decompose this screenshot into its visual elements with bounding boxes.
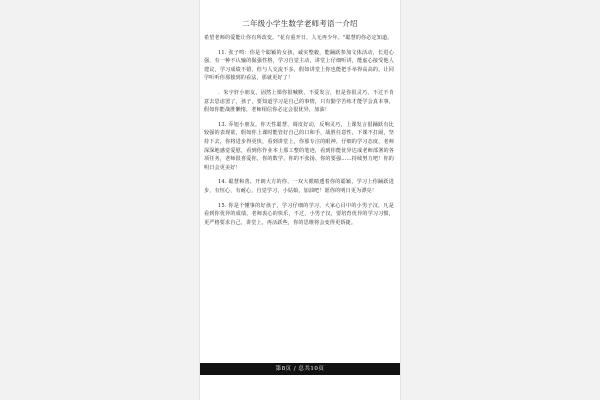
document-body [204,34,394,233]
document-page [200,0,400,400]
paragraph: 希望老师的爱能让你有所改变。"花有重开日，人无再少年。"聪慧的你必定知道。 [204,35,393,41]
paragraph: 15. 你是个懂事的好孩子，学习仔细的学习，大家心目中的小男子汉，凡是看到你优异的成绩，老师衷心的快乐，不过，小男子汉，要培育优异的学习习惯，更严格要求自己，讲堂上，再活跃些，你的思维将会变得更矫捷。 [204,202,394,226]
paragraph: ．朱宇轩小朋友，固然上课你很喊默，不爱发言，但是你很灵巧，不过不肯意去思虑罢了，孩子，要知道学习是自己的事情，只有勤学苦练才能学会真本事，假如你能战胜懒惰，老师相信你必定会很优异，加油！ [204,89,394,114]
page-indicator-bar [200,363,400,375]
paragraph: 11. 张子鸣：你是个聪颖的女孩，诚实整毅，能踊跃参加文体活动，长进心强，有一种不认输的倔强性格，学习自觉主动，讲堂上仔细听讲，能虚心接受他人建议，学习成绩不错，但与人交流不多，假如讲堂上你也能把手举得高高的，让同学听听你那独到的看法，那就更好了！ [204,49,394,82]
document-title: 二年级小学生数学老师考语一介绍 [242,19,358,28]
page-indicator: 第8页 / 总共10页 [275,366,325,372]
paragraph: 13. 乔旭小朋友，你天性聪慧，调皮好动，反响灵巧，上课发言很踊跃有比较强的表现欲，假如你上课时能管好自己的口和手，战胜任意性，下课不打闹，坚持下去，你将进步得更快，看到讲堂上，你那专注的眼神，仔细的学习态度，老师深深地感觉爱慰，看到你作业本上那工整的笔迹，看到你能优异达成老师部署的各项任务，老师很喜爱你，你的数学、你的不张扬、你的要强……持续努力吧！你的明日会更美好！ [204,121,394,171]
paragraph: 14. 聪慧和善、开朗大方的你，一双大眼睛透着你的聪颖，学习上你踊跃进步，有恒心，有耐心，自觉学习，小姑娘，加油吧！愿你的明日更为漂亮！ [204,179,394,194]
